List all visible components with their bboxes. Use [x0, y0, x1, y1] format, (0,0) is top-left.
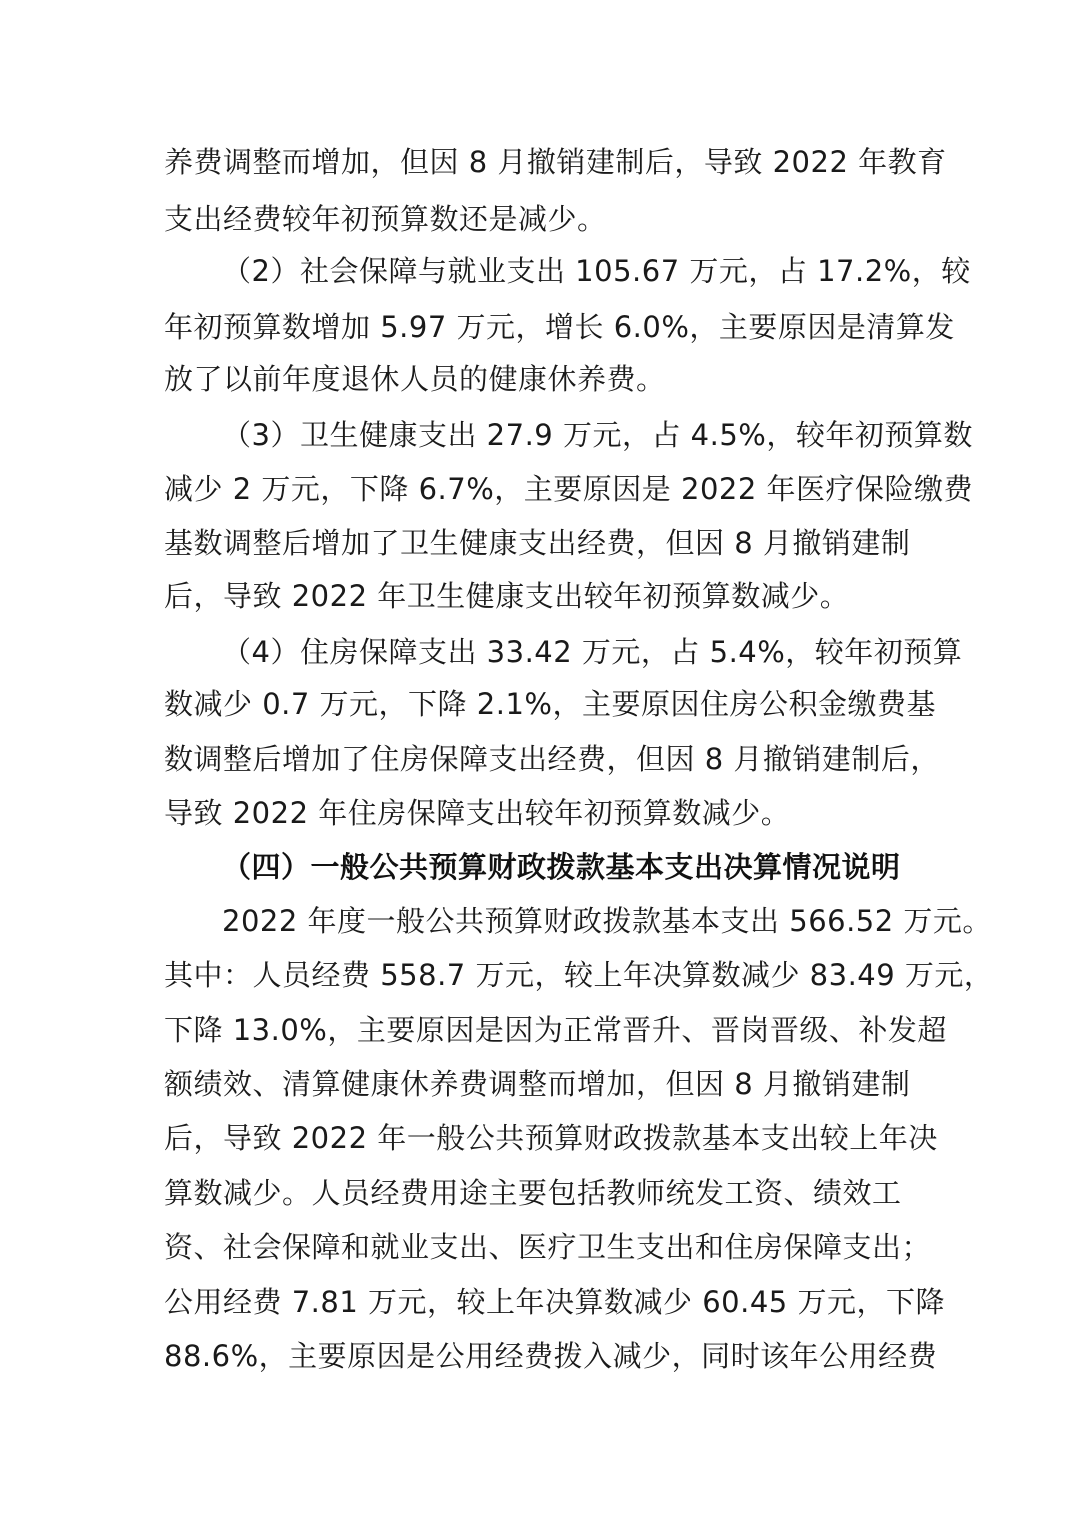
paragraph-start: （4）住房保障支出 33.42 万元，占 5.4%，较年初预算 [222, 635, 963, 669]
text-line: 养费调整而增加，但因 8 月撤销建制后，导致 2022 年教育 [164, 145, 947, 179]
text-line: 支出经费较年初预算数还是减少。 [164, 202, 607, 236]
text-line: 数减少 0.7 万元，下降 2.1%，主要原因住房公积金缴费基 [164, 687, 936, 721]
paragraph-start: （3）卫生健康支出 27.9 万元，占 4.5%，较年初预算数 [222, 418, 973, 452]
text-line: 公用经费 7.81 万元，较上年决算数减少 60.45 万元，下降 [164, 1285, 945, 1319]
paragraph-start: （2）社会保障与就业支出 105.67 万元，占 17.2%，较 [222, 254, 971, 288]
paragraph-start: 2022 年度一般公共预算财政拨款基本支出 566.52 万元。 [222, 904, 992, 938]
text-line: 算数减少。人员经费用途主要包括教师统发工资、绩效工 [164, 1176, 902, 1210]
text-line: 额绩效、清算健康休养费调整而增加，但因 8 月撤销建制 [164, 1067, 911, 1101]
text-line: 数调整后增加了住房保障支出经费，但因 8 月撤销建制后， [164, 742, 940, 776]
text-line: 后，导致 2022 年卫生健康支出较年初预算数减少。 [164, 579, 850, 613]
text-line: 下降 13.0%，主要原因是因为正常晋升、晋岗晋级、补发超 [164, 1013, 947, 1047]
text-line: 88.6%，主要原因是公用经费拨入减少，同时该年公用经费 [164, 1339, 938, 1373]
section-heading: （四）一般公共预算财政拨款基本支出决算情况说明 [222, 850, 901, 884]
text-line: 资、社会保障和就业支出、医疗卫生支出和住房保障支出； [164, 1230, 932, 1264]
text-line: 其中：人员经费 558.7 万元，较上年决算数减少 83.49 万元， [164, 958, 994, 992]
text-line: 放了以前年度退休人员的健康休养费。 [164, 362, 666, 396]
text-line: 减少 2 万元，下降 6.7%，主要原因是 2022 年医疗保险缴费 [164, 472, 974, 506]
text-line: 导致 2022 年住房保障支出较年初预算数减少。 [164, 796, 791, 830]
text-line: 基数调整后增加了卫生健康支出经费，但因 8 月撤销建制 [164, 526, 911, 560]
text-line: 后，导致 2022 年一般公共预算财政拨款基本支出较上年决 [164, 1121, 938, 1155]
text-line: 年初预算数增加 5.97 万元，增长 6.0%，主要原因是清算发 [164, 310, 955, 344]
